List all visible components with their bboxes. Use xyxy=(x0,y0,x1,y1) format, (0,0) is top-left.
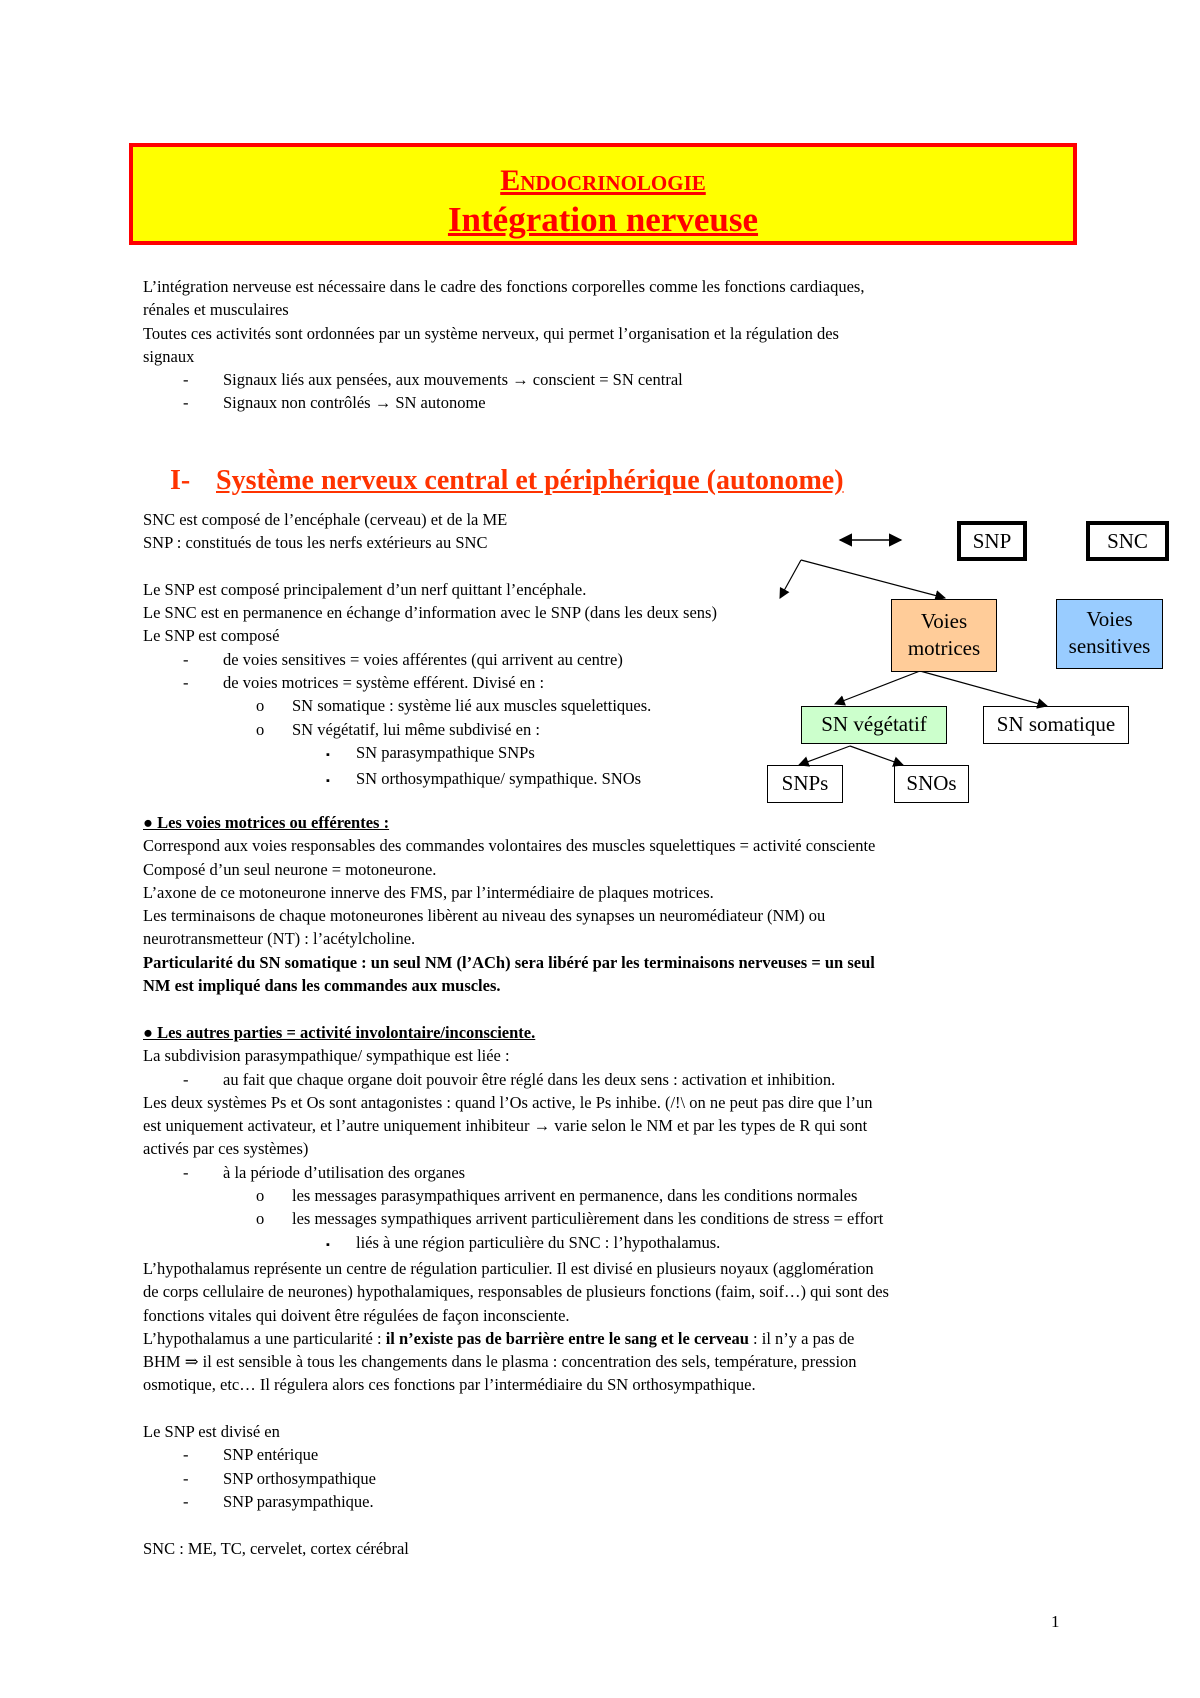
list-item xyxy=(143,1068,889,1091)
voies-sensitives-line-1: Voies xyxy=(1086,607,1133,631)
square-bullet: ▪ xyxy=(326,1238,330,1251)
list-item xyxy=(143,1443,889,1466)
list-item xyxy=(143,1490,889,1513)
section-number: I- xyxy=(170,465,191,496)
snc-node: SNC xyxy=(1086,521,1169,561)
dash-bullet: - xyxy=(183,1162,189,1182)
dash-bullet: - xyxy=(183,1069,189,1089)
circle-bullet: o xyxy=(256,719,265,739)
title-line-2: Intégration nerveuse xyxy=(447,200,759,239)
dash-bullet: - xyxy=(183,649,189,669)
bold-run: il n’existe pas de barrière entre le sang et le cerveau xyxy=(385,1328,749,1348)
voies-motrices-node xyxy=(891,599,997,672)
snp-node: SNP xyxy=(957,521,1027,561)
body-line: neurotransmetteur (NT) : l’acétylcholine. xyxy=(143,929,416,949)
voies-motrices-line-2: motrices xyxy=(907,636,981,660)
body-line: Les terminaisons de chaque motoneurones libèrent au niveau des synapses un neuromédiateur (NM) ou xyxy=(143,906,826,926)
intro-line: L’intégration nerveuse est nécessaire dans le cadre des fonctions corporelles comme les fonctions cardiaques, xyxy=(143,277,865,296)
body-line: SNP : constitués de tous les nerfs extérieurs au SNC xyxy=(143,533,488,553)
snps-node: SNPs xyxy=(767,765,843,803)
section-title: Système nerveux central et périphérique (autonome) xyxy=(216,465,844,496)
sub-sub-list-item xyxy=(143,1231,889,1257)
sub-sub-list-item-text: SN parasympathique SNPs xyxy=(356,742,535,762)
section-1-heading xyxy=(170,464,844,498)
dash-bullet: - xyxy=(183,1491,189,1511)
sub-sub-list-item-text: liés à une région particulière du SNC : l’hypothalamus. xyxy=(356,1232,721,1252)
list-item xyxy=(143,671,717,694)
list-item-text: de voies motrices = système efférent. Divisé en : xyxy=(223,673,545,693)
body-line: Le SNP est composé xyxy=(143,626,280,646)
subheading: ● Les voies motrices ou efférentes : xyxy=(143,813,390,832)
sub-list-item xyxy=(143,1184,889,1207)
sub-list-item-text: les messages parasympathiques arrivent en permanence, dans les conditions normales xyxy=(292,1186,858,1206)
dash-bullet: - xyxy=(183,673,189,693)
list-item xyxy=(143,1161,889,1184)
circle-bullet: o xyxy=(256,1209,265,1229)
body-line: L’hypothalamus représente un centre de régulation particulier. Il est divisé en plusieurs noyaux (agglomération xyxy=(143,1258,874,1278)
autres-parties-section xyxy=(143,1021,889,1560)
title-box xyxy=(129,143,1077,245)
sn-somatique-node: SN somatique xyxy=(983,706,1129,744)
bold-line: Particularité du SN somatique : un seul NM (l’ACh) sera libéré par les terminaisons nerveuses = un seul xyxy=(143,952,875,972)
intro-list-item xyxy=(143,391,864,414)
vegetatif-snps-arrow xyxy=(799,746,850,765)
intro-list-item xyxy=(143,368,864,391)
body-line: SNC : ME, TC, cervelet, cortex cérébral xyxy=(143,1538,409,1558)
voies-sensitives-node xyxy=(1056,599,1163,669)
body-line: Le SNC est en permanence en échange d’information avec le SNP (dans les deux sens) xyxy=(143,603,717,623)
sub-sub-list-item-text: SN orthosympathique/ sympathique. SNOs xyxy=(356,769,642,789)
dash-bullet: - xyxy=(183,1445,189,1465)
intro-line: rénales et musculaires xyxy=(143,300,289,320)
list-item-text: à la période d’utilisation des organes xyxy=(223,1162,466,1182)
body-line: Composé d’un seul neurone = motoneurone. xyxy=(143,859,437,879)
sub-list-item-text: les messages sympathiques arrivent particulièrement dans les conditions de stress = effort xyxy=(292,1209,884,1229)
text-run: : il n’y a pas de xyxy=(748,1328,855,1348)
sub-sub-list-item xyxy=(143,767,717,793)
list-item-text: SNP orthosympathique xyxy=(223,1468,376,1488)
list-item-text: au fait que chaque organe doit pouvoir être réglé dans les deux sens : activation et inhibition. xyxy=(223,1069,836,1089)
circle-bullet: o xyxy=(256,1186,265,1206)
dash-bullet: - xyxy=(183,1468,189,1488)
subheading: ● Les autres parties = activité involontaire/inconsciente. xyxy=(143,1023,536,1042)
sub-list-item-text: SN végétatif, lui même subdivisé en : xyxy=(292,719,540,739)
page-number: 1 xyxy=(1051,1612,1060,1631)
dash-bullet: - xyxy=(183,370,189,390)
snp-sensitives-arrow xyxy=(801,560,945,598)
voies-sensitives-line-2: sensitives xyxy=(1068,634,1151,658)
body-line: Les deux systèmes Ps et Os sont antagonistes : quand l’Os active, le Ps inhibe. (/!\ on ne peut pas dire que l’un xyxy=(143,1092,873,1112)
body-line: L’axone de ce motoneurone innerve des FMS, par l’intermédiaire de plaques motrices. xyxy=(143,882,714,902)
motrices-somatique-arrow xyxy=(920,671,1047,706)
snp-motrices-arrow xyxy=(780,560,801,598)
body-line: SNC est composé de l’encéphale (cerveau) et de la ME xyxy=(143,510,508,529)
title-line-1: Endocrinologie xyxy=(500,164,706,197)
list-item-text: de voies sensitives = voies afférentes (qui arrivent au centre) xyxy=(223,649,623,669)
sub-list-item xyxy=(143,694,717,717)
list-item xyxy=(143,1467,889,1490)
list-item xyxy=(143,648,717,671)
bold-line: NM est impliqué dans les commandes aux muscles. xyxy=(143,976,501,996)
snos-node: SNOs xyxy=(894,765,969,803)
body-line: Le SNP est composé principalement d’un nerf quittant l’encéphale. xyxy=(143,579,587,599)
sub-list-item xyxy=(143,718,717,741)
intro-item-text: Signaux non contrôlés → SN autonome xyxy=(223,393,486,413)
motrices-vegetatif-arrow xyxy=(835,671,920,704)
body-line: de corps cellulaire de neurones) hypothalamiques, responsables de plusieurs fonctions (faim, soif…) qui sont des xyxy=(143,1282,889,1302)
body-line: fonctions vitales qui doivent être régulées de façon inconsciente. xyxy=(143,1305,570,1325)
square-bullet: ▪ xyxy=(326,748,330,761)
intro-item-text: Signaux liés aux pensées, aux mouvements → conscient = SN central xyxy=(223,370,683,390)
circle-bullet: o xyxy=(256,696,265,716)
square-bullet: ▪ xyxy=(326,775,330,788)
voies-motrices-line-1: Voies xyxy=(920,609,968,633)
body-line: Correspond aux voies responsables des commandes volontaires des muscles squelettiques = activité consciente xyxy=(143,836,876,856)
dash-bullet: - xyxy=(183,393,189,413)
body-line: est uniquement activateur, et l’autre uniquement inhibiteur → varie selon le NM et par les types de R qui sont xyxy=(143,1116,868,1136)
section-1-body xyxy=(143,508,717,794)
sub-list-item-text: SN somatique : système lié aux muscles squelettiques. xyxy=(292,696,652,716)
sub-sub-list-item xyxy=(143,741,717,767)
vegetatif-snos-arrow xyxy=(850,746,903,765)
nervous-system-diagram xyxy=(760,520,1180,810)
intro-line: Toutes ces activités sont ordonnées par un système nerveux, qui permet l’organisation et la régulation des xyxy=(143,323,839,343)
intro-block xyxy=(143,275,864,415)
intro-line: signaux xyxy=(143,346,195,366)
text-run: L’hypothalamus a une particularité : xyxy=(143,1328,386,1348)
voies-motrices-section xyxy=(143,811,875,997)
body-line: activés par ces systèmes) xyxy=(143,1139,309,1159)
list-item-text: SNP parasympathique. xyxy=(223,1491,374,1511)
sn-vegetatif-node: SN végétatif xyxy=(801,706,947,744)
body-line: Le SNP est divisé en xyxy=(143,1422,280,1442)
body-line: osmotique, etc… Il régulera alors ces fonctions par l’intermédiaire du SN orthosympathique. xyxy=(143,1375,756,1395)
body-line: BHM ⇒ il est sensible à tous les changements dans le plasma : concentration des sels, température, pression xyxy=(143,1352,857,1372)
sub-list-item xyxy=(143,1207,889,1230)
body-line: La subdivision parasympathique/ sympathique est liée : xyxy=(143,1046,510,1066)
list-item-text: SNP entérique xyxy=(223,1445,319,1465)
body-line xyxy=(143,1327,889,1350)
